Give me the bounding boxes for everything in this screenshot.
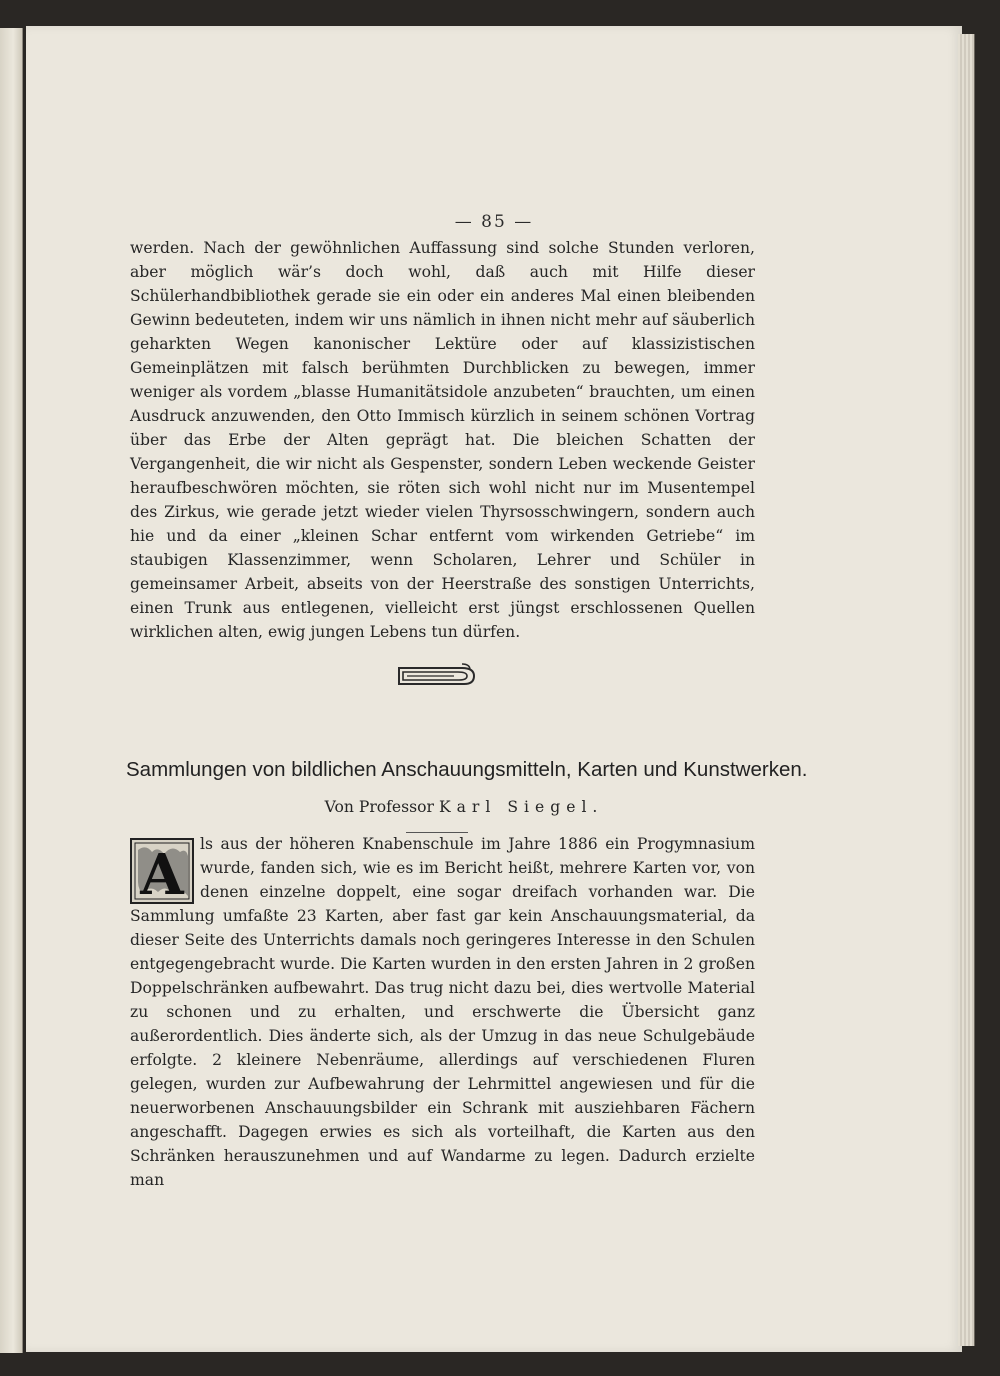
section-heading: Sammlungen von bildlichen Anschauungsmitteln, Karten und Kunstwerken.: [126, 758, 808, 781]
body-paragraph-1: [130, 236, 755, 644]
body-paragraph-2: [130, 832, 755, 1192]
illuminated-initial-icon: [130, 838, 194, 904]
left-page-edge: [0, 28, 23, 1353]
decorative-ornament-icon: [396, 662, 478, 686]
page-number: — 85 —: [454, 212, 534, 232]
book-page: [26, 26, 962, 1352]
paragraph-text: ls aus der höheren Knabenschule im Jahre 1886 ein Progymnasium wurde, fanden sich, wie es im Bericht heißt, mehrere Karten vor, von denen einzelne doppelt, eine sogar dreifach vorhanden war. Die Sammlung umfaßte 23 Karten, aber fast gar kein Anschauungsmaterial, da dieser Seite des Unterrichts damals noch geringeres Interesse in den Schulen entgegengebracht wurde. Die Karten wurden in den ersten Jahren in 2 großen Doppelschränken aufbewahrt. Das trug nicht dazu bei, dies wertvolle Material zu schonen und zu erhalten, und erschwerte die Übersicht ganz außerordentlich. Dies änderte sich, als der Umzug in das neue Schulgebäude erfolgte. 2 kleinere Nebenräume, allerdings auf verschiedenen Fluren gelegen, wurden zur Aufbewahrung der Lehrmittel angewiesen und für die neuerworbenen Anschauungsbilder ein Schrank mit ausziehbaren Fächern angeschafft. Dagegen erwies es sich als vorteilhaft, die Karten aus den Schränken herauszunehmen und auf Wandarme zu legen. Dadurch erzielte man: [130, 835, 755, 1189]
paragraph-text: werden. Nach der gewöhnlichen Auffassung sind solche Stunden verloren, aber möglich wär’s doch wohl, daß auch mit Hilfe dieser Schülerhandbibliothek gerade sie ein oder ein anderes Mal einen bleibenden Gewinn bedeuteten, indem wir uns nämlich in ihnen nicht mehr auf säuberlich geharkten Wegen kanonischer Lektüre oder auf klassizistischen Gemeinplätzen mit falsch berühmten Durchblicken zu bewegen, immer weniger als vordem „blasse Humanitätsidole anzubeten“ brauchten, um einen Ausdruck anzuwenden, den Otto Immisch kürzlich in seinem schönen Vortrag über das Erbe der Alten geprägt hat. Die bleichen Schatten der Vergangenheit, die wir nicht als Gespenster, sondern Leben weckende Geister heraufbeschwören möchten, sie röten sich wohl nicht nur im Musentempel des Zirkus, wie gerade jetzt wieder vielen Thyrsosschwingern, sondern auch hie und da einer „kleinen Schar entfernt vom wirkenden Getriebe“ im staubigen Klassenzimmer, wenn Scholaren, Lehrer und Schüler in gemeinsamer Arbeit, abseits von der Heerstraße des sonstigen Unterrichts, einen Trunk aus entlegenen, vielleicht erst jüngst erschlossenen Quellen wirklichen alten, ewig jungen Lebens tun dürfen.: [130, 239, 755, 641]
author-byline: [26, 798, 902, 816]
author-name: Karl Siegel.: [438, 798, 604, 816]
drop-cap-letter: A: [140, 842, 184, 904]
page-stack-edge: [958, 34, 975, 1346]
byline-prefix: Von Professor: [324, 798, 435, 816]
